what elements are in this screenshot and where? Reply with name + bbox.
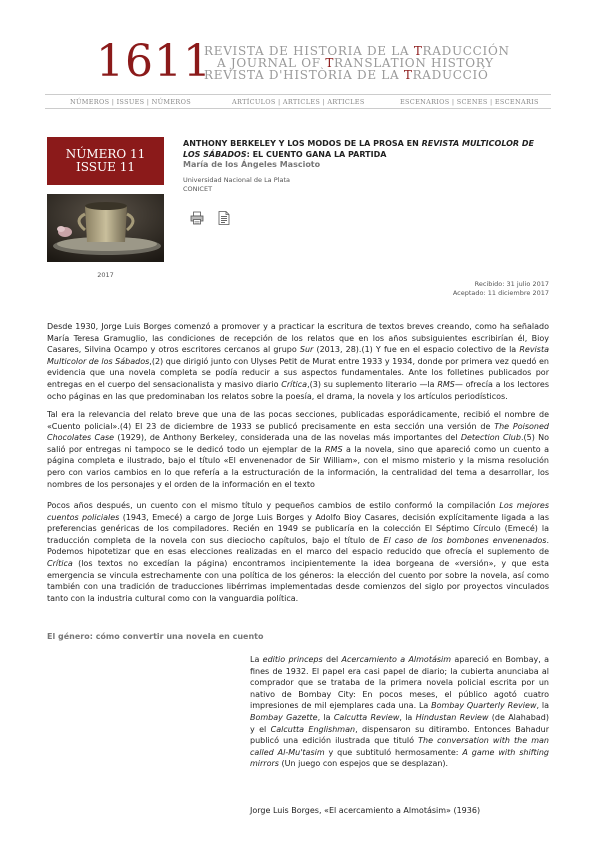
printer-icon[interactable] — [190, 211, 204, 225]
journal-titles — [204, 45, 510, 81]
still-life-image — [47, 194, 164, 262]
issue-year: 2017 — [97, 271, 114, 279]
paragraph-3: Pocos años después, un cuento con el mismo título y pequeños cambios de estilo conformó la compilación Los mejores cuentos policiales (1943, Emecé) a cargo de Jorge Luis Borges y Adolfo Bioy Casares, decisión explícitamente ligada a las preferencias genéricas de los compiladores. Recién en 1949 se publicaría en la colección El Séptimo Círculo (Emecé) la traducción completa de la novela con sus dieciocho capítulos, bajo el título de El caso de los bombones envenenados. Podemos hipotetizar que en esas elecciones realizadas en el marco del espacio reducido que ofrecía el suplemento de Crítica (los textos no excedían la página) encontramos incipientemente la idea borgeana de «versión», y que esta emergencia se vincula estrechamente con una política de los géneros: la elección del cuento por sobre la novela, así como también con una tradición de traducciones libérrimas implementadas desde comienzos del siglo por proyectos vinculados tanto con la industria cultural como con la vanguardia política. — [47, 501, 550, 603]
title-ca: REVISTA D'HISTÒRIA DE LA TRADUCCIÓ — [204, 68, 489, 82]
article-author[interactable]: María de los Ángeles Mascioto — [183, 160, 321, 169]
issue-number-en: ISSUE 11 — [76, 160, 135, 174]
received-date: Recibido: 31 julio 2017 — [474, 280, 549, 288]
pdf-icon[interactable] — [218, 211, 230, 225]
section-heading: El género: cómo convertir una novela en cuento — [47, 632, 264, 641]
nav-numeros[interactable]: NÚMEROS | ISSUES | NÚMEROS — [70, 98, 191, 106]
article-title: ANTHONY BERKELEY Y LOS MODOS DE LA PROSA EN REVISTA MULTICOLOR DE LOS SÁBADOS: EL CUENTO GANA LA PARTIDA — [183, 139, 534, 159]
title-es: REVISTA DE HISTORIA DE LA TRADUCCIÓN — [204, 44, 510, 58]
accepted-date: Aceptado: 11 diciembre 2017 — [452, 289, 549, 297]
nav-articulos[interactable]: ARTÍCULOS | ARTICLES | ARTICLES — [232, 98, 365, 106]
issue-number: NÚMERO 11 — [65, 147, 146, 161]
quote-citation: Jorge Luis Borges, «El acercamiento a Almotásim» (1936) — [250, 806, 481, 815]
paragraph-2: Tal era la relevancia del relato breve que una de las pocas secciones, publicadas esporádicamente, recibió el nombre de «Cuento policial».(4) El 23 de diciembre de 1933 se publicó precisamente en esta sección una versión de The Poisoned Chocolates Case (1929), de Anthony Berkeley, considerada una de las novelas más importantes del Detection Club.(5) No salió por entregas ni tampoco se le dedicó todo un ejemplar de la RMS a la novela, sino que apareció como un cuento a página completa e ilustrado, bajo el título «El envenenador de Sir William», con el mismo misterio y la misma resolución pero con varios cambios en lo que refería a la estructuración de la información, la centralidad del tema a desarrollar, los nombres de los personajes y el orden de la información en el texto — [47, 410, 549, 489]
paragraph-1: Desde 1930, Jorge Luis Borges comenzó a promover y a practicar la escritura de textos breves creando, como ha señalado María Teresa Gramuglio, las condiciones de recepción de los relatos que en los años subsiguientes escribirían él, Bioy Casares, Silvina Ocampo y otros escritores cercanos al grupo Sur (2013, 28).(1) Y fue en el espacio colectivo de la Revista Multicolor de los Sábados,(2) que dirigió junto con Ulyses Petit de Murat entre 1933 y 1934, donde por primera vez quedó en evidencia que una novela completa se podía reducir a sus aspectos fundamentales. Ante los folletines publicados por entregas en el cuerpo del sensacionalista y masivo diario Crítica,(3) su suplemento literario —la RMS— ofrecía a los lectores ocho páginas en las que predominaban los relatos sobre la poesía, el drama, la novela y los artículos periodísticos. — [47, 322, 549, 401]
author-affiliation: Universidad Nacional de La Plata CONICET — [183, 176, 290, 193]
epigraph-quote: La editio princeps del Acercamiento a Almotásim apareció en Bombay, a fines de 1932. El papel era casi papel de diario; la cubierta anunciaba al comprador que se trataba de la primera novela policial escrita por un nativo de Bombay City: En pocos meses, el público agotó cuatro impresiones de mil ejemplares cada una. La Bombay Quarterly Review, la Bombay Gazette, la Calcutta Review, la Hindustan Review (de Alahabad) y el Calcutta Englishman, dispensaron su ditirambo. Entonces Bahadur publicó una edición ilustrada que tituló The conversation with the man called Al-Mu'tasim y que subtituló hermosamente: A game with shifting mirrors (Un juego con espejos que se desplazan). — [250, 655, 550, 769]
main-nav — [45, 94, 551, 109]
journal-logo[interactable]: 1611 — [96, 36, 212, 87]
article-dates — [453, 280, 549, 298]
issue-cover-image[interactable] — [47, 194, 164, 262]
title-en: A JOURNAL OF TRANSLATION HISTORY — [217, 56, 494, 70]
nav-escenarios[interactable]: ESCENARIOS | SCENES | ESCENARIS — [400, 98, 539, 106]
issue-badge[interactable] — [47, 137, 164, 185]
